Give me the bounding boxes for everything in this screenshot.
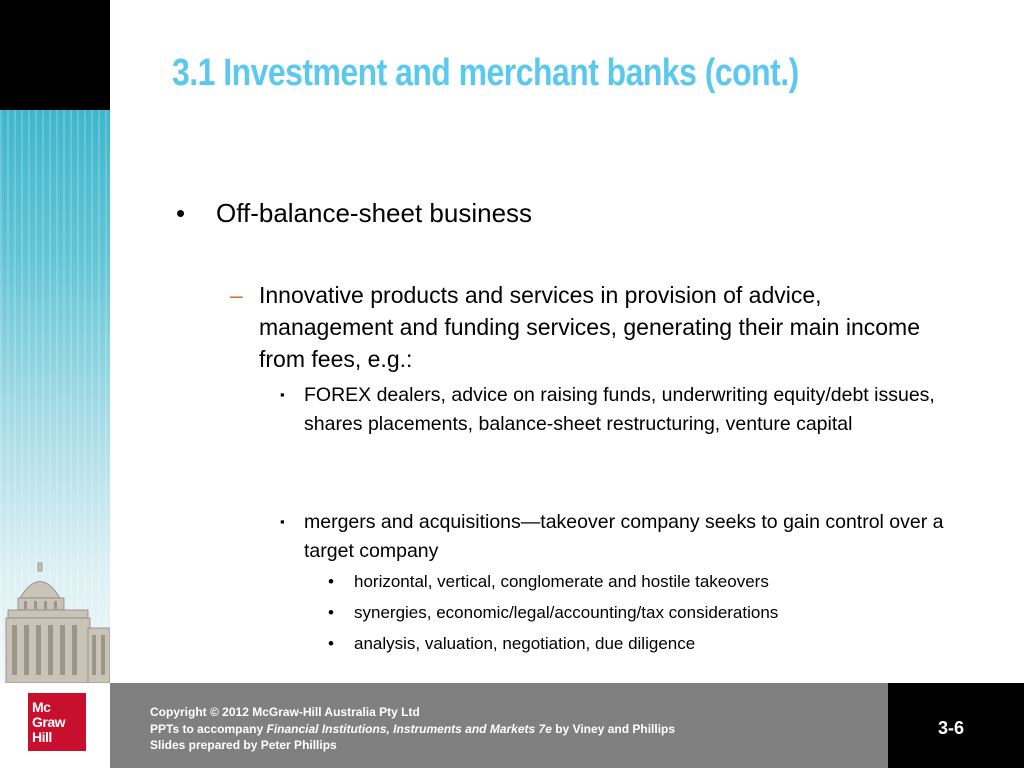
logo-text: Mc xyxy=(32,698,51,715)
bullet-text: Innovative products and services in provision of advice, management and funding services, generating their main income from fees, e.g.: xyxy=(259,282,920,372)
slide-number: 3-6 xyxy=(938,718,965,738)
ppt-suffix: by Viney and Phillips xyxy=(551,721,676,736)
bullet-text: mergers and acquisitions—takeover company seeks to gain control over a target company xyxy=(304,511,944,562)
bullet-dot-icon: • xyxy=(328,603,334,622)
bullet-text: synergies, economic/legal/accounting/tax considerations xyxy=(354,603,779,622)
building-illustration xyxy=(0,553,110,683)
logo-text: Graw xyxy=(32,713,66,730)
sidebar-decoration xyxy=(0,110,110,683)
bullet-text: FOREX dealers, advice on raising funds, underwriting equity/debt issues, shares placements, balance-sheet restructuring, venture capital xyxy=(304,384,935,435)
sidebar-black-block xyxy=(0,0,110,110)
bullet-dot-icon: • xyxy=(176,198,186,228)
ppt-prefix: PPTs to accompany xyxy=(150,721,267,736)
logo-text: Hill xyxy=(32,728,52,745)
bullet-text: Off-balance-sheet business xyxy=(216,198,533,228)
bullet-dot-icon: • xyxy=(328,634,334,653)
dash-icon: – xyxy=(230,282,243,308)
bullet-dot-icon: • xyxy=(328,572,334,591)
book-title: Financial Institutions, Instruments and Markets 7e xyxy=(266,721,552,736)
square-bullet-icon: ▪ xyxy=(280,387,285,402)
copyright-text: Copyright © 2012 McGraw-Hill Australia Pty Ltd xyxy=(150,705,420,719)
ppt-credit xyxy=(150,721,675,738)
slide-title: 3.1 Investment and merchant banks (cont.) xyxy=(172,52,799,94)
square-bullet-icon: ▪ xyxy=(280,514,285,529)
bullet-text: analysis, valuation, negotiation, due diligence xyxy=(354,634,696,653)
bullet-text: horizontal, vertical, conglomerate and hostile takeovers xyxy=(354,572,769,591)
prepared-by-text: Slides prepared by Peter Phillips xyxy=(150,738,337,752)
mcgraw-hill-logo xyxy=(28,693,86,751)
footer-credits xyxy=(150,704,675,754)
